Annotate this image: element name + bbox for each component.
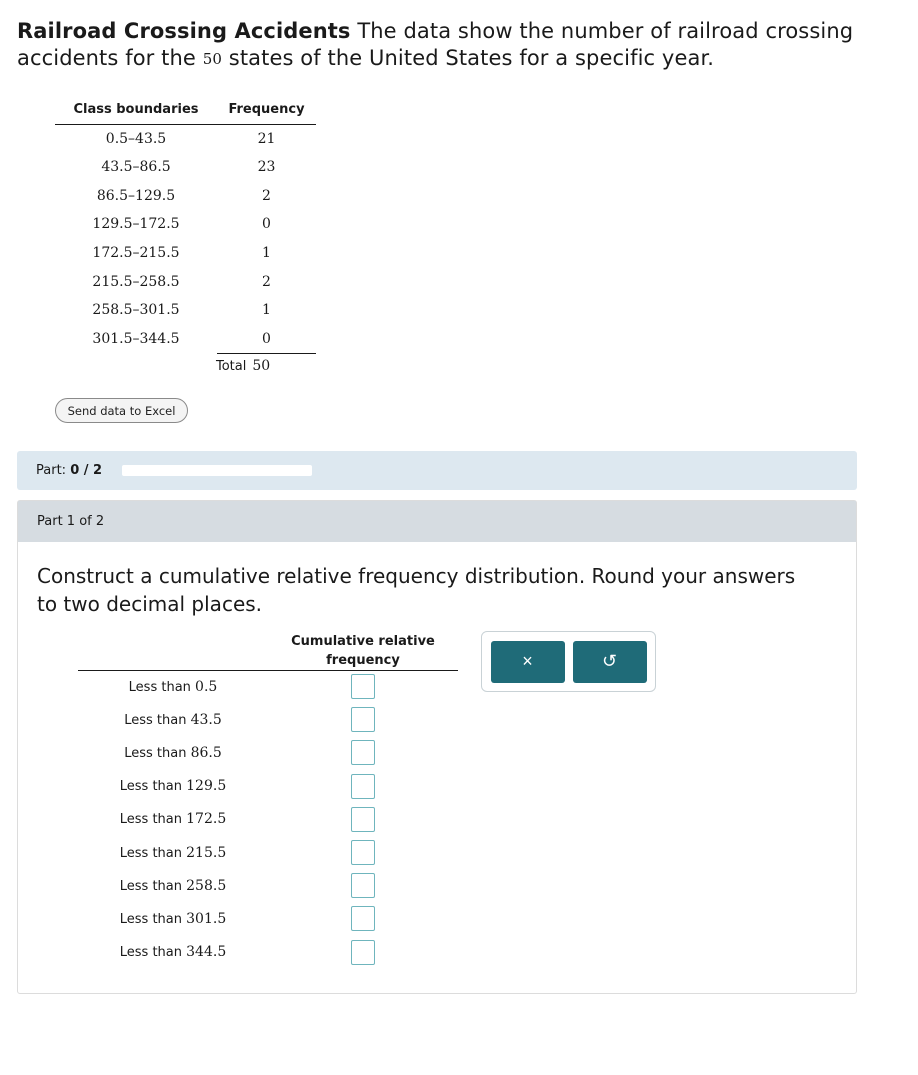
table-row <box>55 210 316 239</box>
frequency: 0 <box>262 216 271 233</box>
table-row <box>55 267 316 296</box>
part-panel <box>17 500 857 994</box>
undo-button[interactable] <box>573 641 647 683</box>
class-boundary: 215.5–258.5 <box>92 273 180 290</box>
frequency: 21 <box>257 130 276 147</box>
class-boundary: 172.5–215.5 <box>92 245 180 262</box>
class-boundary: 129.5–172.5 <box>92 216 180 233</box>
class-boundary: 86.5–129.5 <box>96 187 176 204</box>
part-progress-bar <box>17 451 857 490</box>
problem-title: Railroad Crossing Accidents <box>17 19 351 43</box>
answer-input[interactable] <box>351 840 375 865</box>
table-row <box>78 803 458 836</box>
row-prefix: Less than <box>119 812 182 828</box>
row-label <box>78 770 268 803</box>
problem-text-before: The data show the number of railroad crossing accidents for the <box>17 19 854 70</box>
clear-button[interactable] <box>491 641 565 683</box>
table-row <box>78 869 458 902</box>
row-label <box>78 836 268 869</box>
row-prefix: Less than <box>124 745 187 761</box>
problem-number: 50 <box>202 50 222 68</box>
table-row <box>55 296 316 325</box>
answer-input[interactable] <box>351 807 375 832</box>
part-label <box>36 463 102 478</box>
header-frequency: Frequency <box>217 96 316 124</box>
answer-input[interactable] <box>351 940 375 965</box>
row-value: 129.5 <box>186 778 227 795</box>
table-row <box>78 936 458 969</box>
problem-statement <box>17 18 897 73</box>
part-label-text: Part: <box>36 463 67 478</box>
row-prefix: Less than <box>119 779 182 795</box>
progress-track <box>122 465 312 476</box>
problem-text-after: states of the United States for a specific year. <box>222 46 715 70</box>
answer-header-line1: Cumulative relative <box>291 633 435 649</box>
frequency-table <box>55 96 316 354</box>
header-class-boundaries: Class boundaries <box>55 96 217 124</box>
answer-input[interactable] <box>351 674 375 699</box>
part-header: Part 1 of 2 <box>18 501 856 542</box>
answer-tools <box>481 631 656 692</box>
frequency: 1 <box>262 245 271 262</box>
table-row <box>78 736 458 769</box>
answer-input[interactable] <box>351 774 375 799</box>
send-to-excel-button[interactable]: Send data to Excel <box>55 398 188 423</box>
row-value: 0.5 <box>195 678 218 695</box>
row-prefix: Less than <box>119 845 182 861</box>
row-value: 172.5 <box>186 811 227 828</box>
table-row <box>55 239 316 268</box>
answer-input[interactable] <box>351 707 375 732</box>
table-row <box>78 770 458 803</box>
row-label <box>78 902 268 935</box>
frequency: 23 <box>257 159 276 176</box>
table-row <box>55 153 316 182</box>
class-boundary: 0.5–43.5 <box>105 130 167 147</box>
answer-input[interactable] <box>351 906 375 931</box>
row-prefix: Less than <box>119 878 182 894</box>
table-row <box>78 836 458 869</box>
answer-header <box>268 631 458 670</box>
total-label: Total <box>216 359 247 374</box>
row-prefix: Less than <box>124 712 187 728</box>
row-value: 344.5 <box>186 944 227 961</box>
row-value: 43.5 <box>190 711 222 728</box>
table-row <box>55 325 316 354</box>
table-row <box>78 670 458 703</box>
table-row <box>78 902 458 935</box>
row-label <box>78 803 268 836</box>
row-value: 258.5 <box>186 877 227 894</box>
row-label <box>78 869 268 902</box>
frequency: 2 <box>262 187 271 204</box>
frequency: 0 <box>217 325 316 354</box>
row-value: 215.5 <box>186 844 227 861</box>
row-value: 301.5 <box>186 910 227 927</box>
class-boundary: 258.5–301.5 <box>92 302 180 319</box>
answer-header-line2: frequency <box>326 652 400 668</box>
class-boundary: 301.5–344.5 <box>92 331 180 348</box>
row-prefix: Less than <box>128 679 191 695</box>
total-value: 50 <box>252 358 271 374</box>
table-row <box>78 703 458 736</box>
answer-input[interactable] <box>351 873 375 898</box>
answer-table <box>78 631 458 969</box>
answer-header-blank <box>78 631 268 670</box>
row-label <box>78 736 268 769</box>
close-icon: × <box>522 651 533 671</box>
part-progress-text: 0 / 2 <box>70 463 103 478</box>
row-label <box>78 936 268 969</box>
frequency: 1 <box>262 302 271 319</box>
undo-icon: ↺ <box>601 651 618 671</box>
row-prefix: Less than <box>119 911 182 927</box>
answer-input[interactable] <box>351 740 375 765</box>
row-value: 86.5 <box>190 744 222 761</box>
class-boundary: 43.5–86.5 <box>101 159 171 176</box>
row-label <box>78 670 268 703</box>
table-row <box>55 181 316 210</box>
row-prefix: Less than <box>119 945 182 961</box>
question-text: Construct a cumulative relative frequency distribution. Round your answers to two decimal places. <box>37 564 796 616</box>
frequency: 2 <box>262 273 271 290</box>
row-label <box>78 703 268 736</box>
total-row <box>216 358 270 374</box>
table-row <box>55 124 316 153</box>
